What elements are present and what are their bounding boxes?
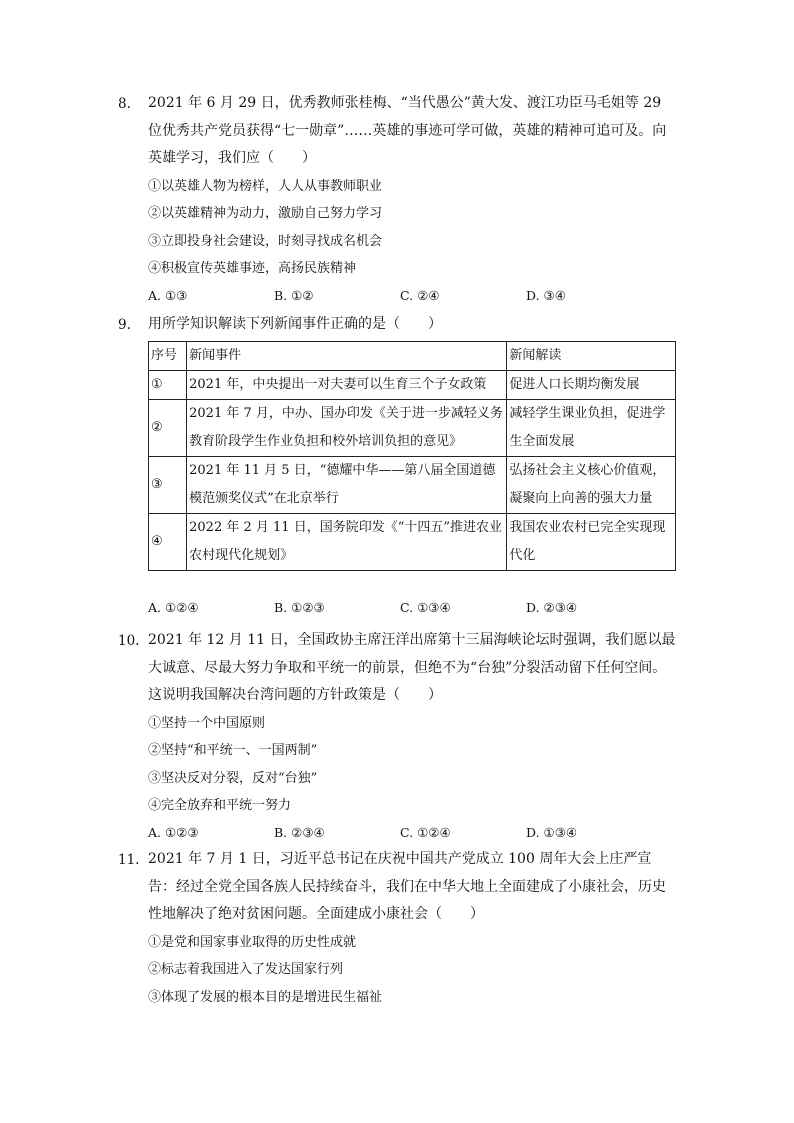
statement-3: ③坚决反对分裂，反对“台独” — [148, 770, 318, 786]
table-row — [149, 456, 676, 513]
cell-event: 2021 年 7 月，中办、国办印发《关于进一步减轻义务教育阶段学生作业负担和校外培训负担的意见》 — [187, 399, 507, 456]
header-cell-reading: 新闻解读 — [507, 341, 676, 370]
statement-2: ②以英雄精神为动力，激励自己努力学习 — [148, 206, 383, 221]
cell-event: 2021 年 11 月 5 日，“德耀中华——第八届全国道德模范颁奖仪式”在北京举行 — [187, 456, 507, 513]
table-header-row — [149, 341, 676, 370]
statement-4: ④积极宣传英雄事迹，高扬民族精神 — [148, 261, 357, 276]
statement-4: ④完全放弃和平统一努力 — [148, 798, 292, 813]
cell-no: ④ — [149, 513, 187, 570]
choice-b[interactable]: B. ①②③ — [274, 599, 325, 615]
choice-a[interactable]: A. ①③ — [148, 287, 188, 303]
statement-3: ③体现了发展的根本目的是增进民生福祉 — [148, 989, 383, 1005]
question-10 — [118, 627, 678, 846]
cell-no: ③ — [149, 456, 187, 513]
choice-a[interactable]: A. ①②③ — [148, 824, 199, 840]
cell-reading: 促进人口长期均衡发展 — [507, 370, 676, 399]
header-cell-event: 新闻事件 — [187, 341, 507, 370]
question-number: 9. — [118, 317, 131, 333]
cell-no: ② — [149, 399, 187, 456]
cell-event: 2022 年 2 月 11 日，国务院印发《“十四五”推进农业农村现代化规划》 — [187, 513, 507, 570]
choice-d[interactable]: D. ②③④ — [526, 599, 578, 615]
header-cell-no: 序号 — [149, 341, 187, 370]
answer-choices — [148, 595, 678, 621]
table-row — [149, 513, 676, 570]
cell-no: ① — [149, 370, 187, 399]
statement-1: ①以英雄人物为榜样，人人从事教师职业 — [148, 178, 383, 194]
cell-reading: 我国农业农村已完全实现现代化 — [507, 513, 676, 570]
choice-a[interactable]: A. ①②④ — [148, 599, 199, 615]
cell-event: 2021 年，中央提出一对夫妻可以生育三个子女政策 — [187, 370, 507, 399]
question-stem: 2021 年 6 月 29 日，优秀教师张桂梅、“当代愚公”黄大发、渡江功臣马毛姐等 29 位优秀共产党员获得“七一勋章”……英雄的事迹可学可做，英雄的精神可追可及。向英雄学习，我们应（ ） — [148, 95, 667, 166]
statement-3: ③立即投身社会建设，时刻寻找成名机会 — [148, 233, 383, 249]
table-row — [149, 370, 676, 399]
choice-c[interactable]: C. ①③④ — [400, 599, 451, 615]
choice-d[interactable]: D. ①③④ — [526, 824, 578, 840]
statement-1: ①是党和国家事业取得的历史性成就 — [148, 934, 357, 950]
question-9 — [118, 311, 678, 621]
cell-reading: 减轻学生课业负担，促进学生全面发展 — [507, 399, 676, 456]
question-stem: 2021 年 7 月 1 日，习近平总书记在庆祝中国共产党成立 100 周年大会上庄严宣告：经过全党全国各族人民持续奋斗，我们在中华大地上全面建成了小康社会，历史性地解决了绝对贫困问题。全面建成小康社会（ ） — [148, 851, 666, 922]
statement-2: ②坚持“和平统一、一国两制” — [148, 743, 318, 758]
question-8 — [118, 90, 678, 309]
question-11 — [118, 846, 678, 1011]
choice-b[interactable]: B. ②③④ — [274, 824, 325, 840]
choice-c[interactable]: C. ①②④ — [400, 824, 451, 840]
statement-2: ②标志着我国进入了发达国家行列 — [148, 962, 344, 977]
answer-choices — [148, 820, 678, 846]
statement-1: ①坚持一个中国原则 — [148, 715, 266, 731]
question-stem: 用所学知识解读下列新闻事件正确的是（ ） — [148, 316, 442, 332]
choice-d[interactable]: D. ③④ — [526, 287, 566, 303]
table-row — [149, 399, 676, 456]
answer-choices — [148, 283, 678, 309]
choice-c[interactable]: C. ②④ — [400, 287, 440, 303]
news-table — [148, 341, 676, 571]
question-stem: 2021 年 12 月 11 日，全国政协主席汪洋出席第十三届海峡论坛时强调，我们愿以最大诚意、尽最大努力争取和平统一的前景，但绝不为“台独”分裂活动留下任何空间。这说明我国解决台湾问题的方针政策是（ ） — [148, 632, 676, 703]
choice-b[interactable]: B. ①② — [274, 287, 314, 303]
question-number: 10. — [118, 633, 140, 649]
question-number: 11. — [118, 852, 140, 868]
question-number: 8. — [118, 96, 131, 112]
cell-reading: 弘扬社会主义核心价值观，凝聚向上向善的强大力量 — [507, 456, 676, 513]
